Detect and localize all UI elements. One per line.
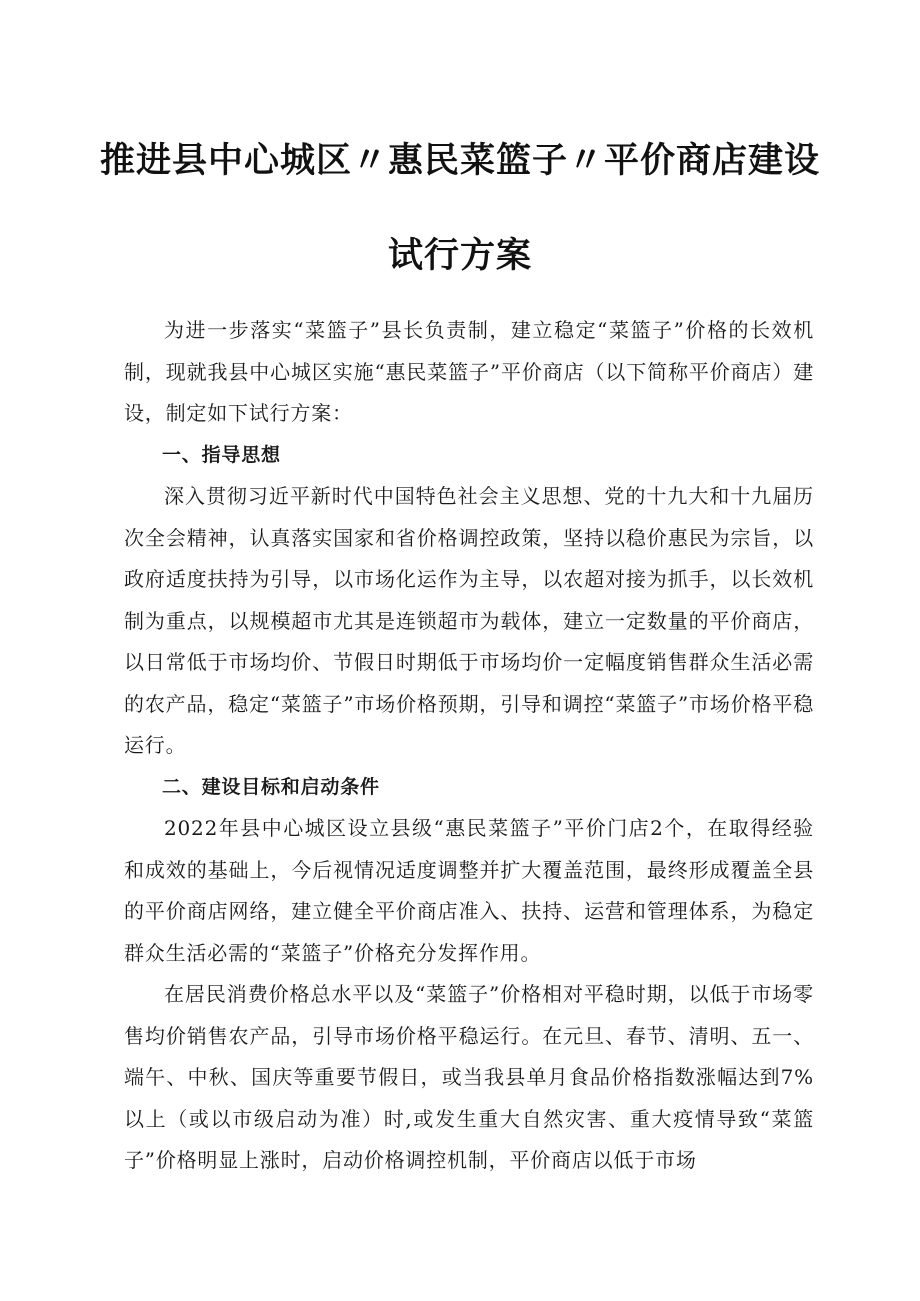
section-1-paragraph: 深入贯彻习近平新时代中国特色社会主义思想、党的十九大和十九届历次全会精神，认真落实国家和省价格调控政策，坚持以稳价惠民为宗旨，以政府适度扶持为引导，以市场化运作为主导，以农超对接为抓手，以长效机制为重点，以规模超市尤其是连锁超市为载体，建立一定数量的平价商店，以日常低于市场均价、节假日时期低于市场均价一定幅度销售群众生活必需的农产品，稳定“菜篮子”市场价格预期，引导和调控“菜篮子”市场价格平稳运行。 — [124, 484, 814, 757]
section-2-paragraph-2: 在居民消费价格总水平以及“菜篮子”价格相对平稳时期，以低于市场零售均价销售农产品，引导市场价格平稳运行。在元旦、春节、清明、五一、端午、中秋、国庆等重要节假日，或当我县单月食品价格指数涨幅达到7%以上（或以市级启动为准）时,或发生重大自然灾害、重大疫情导致“菜篮子”价格明显上涨时，启动价格调控机制，平价商店以低于市场 — [124, 982, 814, 1172]
section-1-heading: 一、指导思想 — [162, 443, 281, 466]
intro-paragraph: 为进一步落实“菜篮子”县长负责制，建立稳定“菜篮子”价格的长效机制，现就我县中心城区实施“惠民菜篮子”平价商店（以下简称平价商店）建设，制定如下试行方案： — [124, 318, 814, 425]
section-2-heading: 二、建设目标和启动条件 — [162, 775, 380, 798]
document-body — [124, 310, 814, 1182]
section-2-paragraph-1: 2022年县中心城区设立县级“惠民菜篮子”平价门店2个，在取得经验和成效的基础上，今后视情况适度调整并扩大覆盖范围，最终形成覆盖全县的平价商店网络，建立健全平价商店准入、扶持、运营和管理体系，为稳定群众生活必需的“菜篮子”价格充分发挥作用。 — [124, 816, 814, 965]
document-title-line-2: 试行方案 — [387, 236, 532, 276]
document-title-line-1: 推进县中心城区〃惠民菜篮子〃平价商店建设 — [99, 141, 820, 181]
